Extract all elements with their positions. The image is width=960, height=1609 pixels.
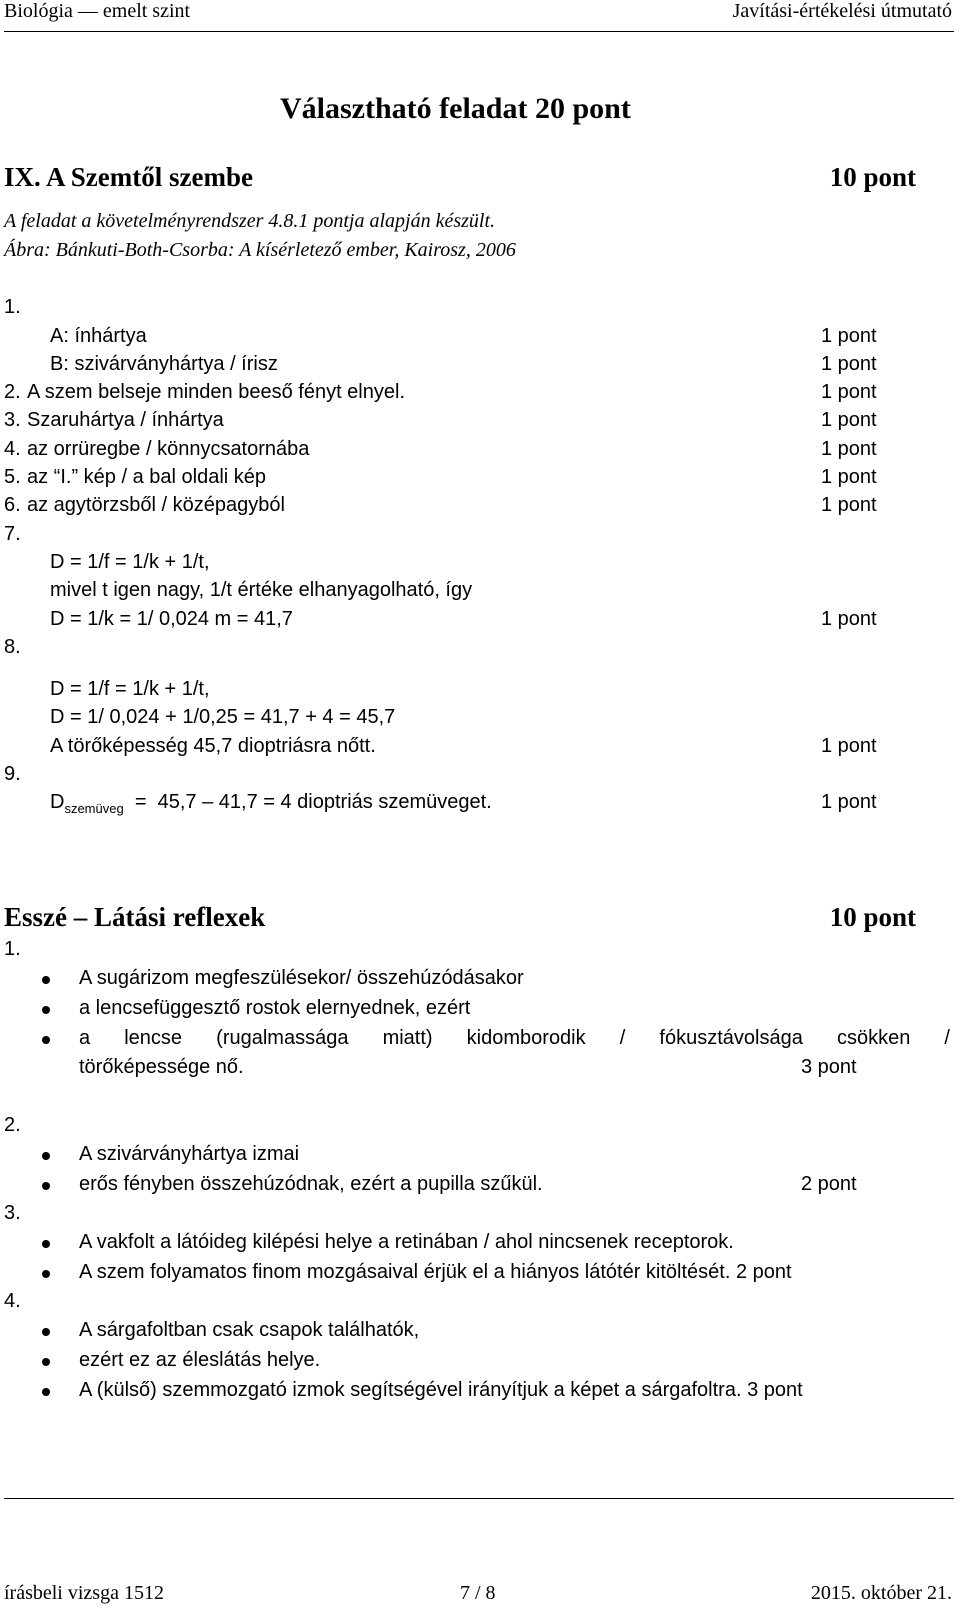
item-number: 8. xyxy=(4,636,21,658)
main-title: Választható feladat 20 pont xyxy=(280,92,631,125)
points-label: 1 pont xyxy=(821,466,877,488)
item-number: 4. xyxy=(4,438,21,460)
d-symbol: D xyxy=(50,791,65,813)
subscript-szemuveg: szemüveg xyxy=(64,801,124,816)
answer-text: az “I.” kép / a bal oldali kép xyxy=(27,466,267,488)
bullet-text: A (külső) szemmozgató izmok segítségével irányítjuk a képet a sárgafoltra. 3 pont xyxy=(79,1379,803,1401)
answer-text: D = 1/f = 1/k + 1/t, xyxy=(50,678,210,700)
bullet-icon xyxy=(42,1240,50,1248)
answer-text: A szem belseje minden beeső fényt elnyel. xyxy=(27,381,405,403)
item-number: 6. xyxy=(4,494,21,516)
answer-row xyxy=(0,678,960,706)
answer-row xyxy=(0,763,960,791)
essay-number xyxy=(0,1290,960,1318)
bullet-icon xyxy=(42,1358,50,1366)
bullet-text: A szem folyamatos finom mozgásaival érjük el a hiányos látótér kitöltését. 2 pont xyxy=(79,1261,792,1283)
answer-text: B: szivárványhártya / írisz xyxy=(50,353,278,375)
item-number: 2. xyxy=(4,1114,21,1136)
bullet-text: A szivárványhártya izmai xyxy=(79,1143,300,1165)
answer-row xyxy=(0,494,960,522)
answer-row xyxy=(0,438,960,466)
bullet-icon xyxy=(42,1388,50,1396)
header-right: Javítási-értékelési útmutató xyxy=(732,0,952,22)
footer-rule xyxy=(4,1498,954,1499)
bullet-text: A sárgafoltban csak csapok találhatók, xyxy=(79,1319,420,1341)
bullet-text: a lencse (rugalmassága miatt) kidomborodik / fókusztávolsága csökken / xyxy=(79,1027,950,1049)
info-line: A feladat a követelményrendszer 4.8.1 pontja alapján készült. xyxy=(4,210,496,232)
points-label: 1 pont xyxy=(821,791,877,813)
bullet-icon xyxy=(42,1328,50,1336)
info-line: Ábra: Bánkuti-Both-Csorba: A kísérletező ember, Kairosz, 2006 xyxy=(4,239,516,261)
points-label: 2 pont xyxy=(801,1173,857,1195)
bullet-icon xyxy=(42,1006,50,1014)
answer-row xyxy=(0,409,960,437)
points-label: 1 pont xyxy=(821,381,877,403)
page-number: 7 / 8 xyxy=(460,1582,496,1604)
essay-number xyxy=(0,938,960,966)
answer-row xyxy=(0,325,960,353)
page-header xyxy=(0,0,960,26)
item-number: 7. xyxy=(4,523,21,545)
answer-row xyxy=(0,791,960,819)
item-number: 1. xyxy=(4,296,21,318)
bullet-text: a lencsefüggesztő rostok elernyednek, ezért xyxy=(79,997,471,1019)
answer-row xyxy=(0,706,960,734)
item-number: 5. xyxy=(4,466,21,488)
equation-rest: = 45,7 – 41,7 = 4 dioptriás szemüveget. xyxy=(123,791,492,813)
answer-text: D = 1/ 0,024 + 1/0,25 = 41,7 + 4 = 45,7 xyxy=(50,706,396,728)
section1-points: 10 pont xyxy=(829,162,916,192)
answer-row xyxy=(0,579,960,607)
answer-row xyxy=(0,523,960,551)
answer-text: Szaruhártya / ínhártya xyxy=(27,409,224,431)
points-label: 1 pont xyxy=(821,353,877,375)
answer-text: D = 1/f = 1/k + 1/t, xyxy=(50,551,210,573)
header-rule xyxy=(4,31,954,32)
essay-number xyxy=(0,1114,960,1142)
answer-row xyxy=(0,608,960,636)
item-number: 3. xyxy=(4,1202,21,1224)
header-left: Biológia — emelt szint xyxy=(4,0,191,22)
item-number: 3. xyxy=(4,409,21,431)
answer-text: az agytörzsből / középagyból xyxy=(27,494,285,516)
answer-row xyxy=(0,296,960,324)
points-label: 1 pont xyxy=(821,735,877,757)
points-label: 1 pont xyxy=(821,494,877,516)
item-number: 4. xyxy=(4,1290,21,1312)
answer-row xyxy=(0,353,960,381)
points-label: 1 pont xyxy=(821,608,877,630)
answer-text: A: ínhártya xyxy=(50,325,147,347)
bullet-text: törőképessége nő. xyxy=(79,1056,244,1078)
answer-row xyxy=(0,636,960,664)
points-label: 3 pont xyxy=(801,1056,857,1078)
bullet-text: A vakfolt a látóideg kilépési helye a retinában / ahol nincsenek receptorok. xyxy=(79,1231,734,1253)
points-label: 1 pont xyxy=(821,325,877,347)
footer-date: 2015. október 21. xyxy=(810,1582,952,1604)
bullet-icon xyxy=(42,976,50,984)
bullet-icon xyxy=(42,1152,50,1160)
answer-row xyxy=(0,381,960,409)
bullet-icon xyxy=(42,1036,50,1044)
section1-title: IX. A Szemtől szembe xyxy=(4,162,253,192)
answer-row xyxy=(0,466,960,494)
section2-points: 10 pont xyxy=(829,902,916,932)
points-label: 1 pont xyxy=(821,438,877,460)
points-label: 1 pont xyxy=(821,409,877,431)
section2-title: Esszé – Látási reflexek xyxy=(4,902,266,932)
answer-text: D = 1/k = 1/ 0,024 m = 41,7 xyxy=(50,608,293,630)
item-number: 9. xyxy=(4,763,21,785)
item-number: 1. xyxy=(4,938,21,960)
answer-row xyxy=(0,551,960,579)
bullet-text: ezért ez az éleslátás helye. xyxy=(79,1349,321,1371)
bullet-icon xyxy=(42,1270,50,1278)
answer-row xyxy=(0,735,960,763)
answer-text: mivel t igen nagy, 1/t értéke elhanyagolható, így xyxy=(50,579,473,601)
essay-number xyxy=(0,1202,960,1230)
answer-text: az orrüregbe / könnycsatornába xyxy=(27,438,310,460)
bullet-text: erős fényben összehúzódnak, ezért a pupilla szűkül. xyxy=(79,1173,543,1195)
bullet-text: A sugárizom megfeszülésekor/ összehúzódásakor xyxy=(79,967,524,989)
footer-left: írásbeli vizsga 1512 xyxy=(4,1582,164,1604)
bullet-icon xyxy=(42,1182,50,1190)
answer-text xyxy=(50,791,492,816)
item-number: 2. xyxy=(4,381,21,403)
answer-text: A törőképesség 45,7 dioptriásra nőtt. xyxy=(50,735,376,757)
